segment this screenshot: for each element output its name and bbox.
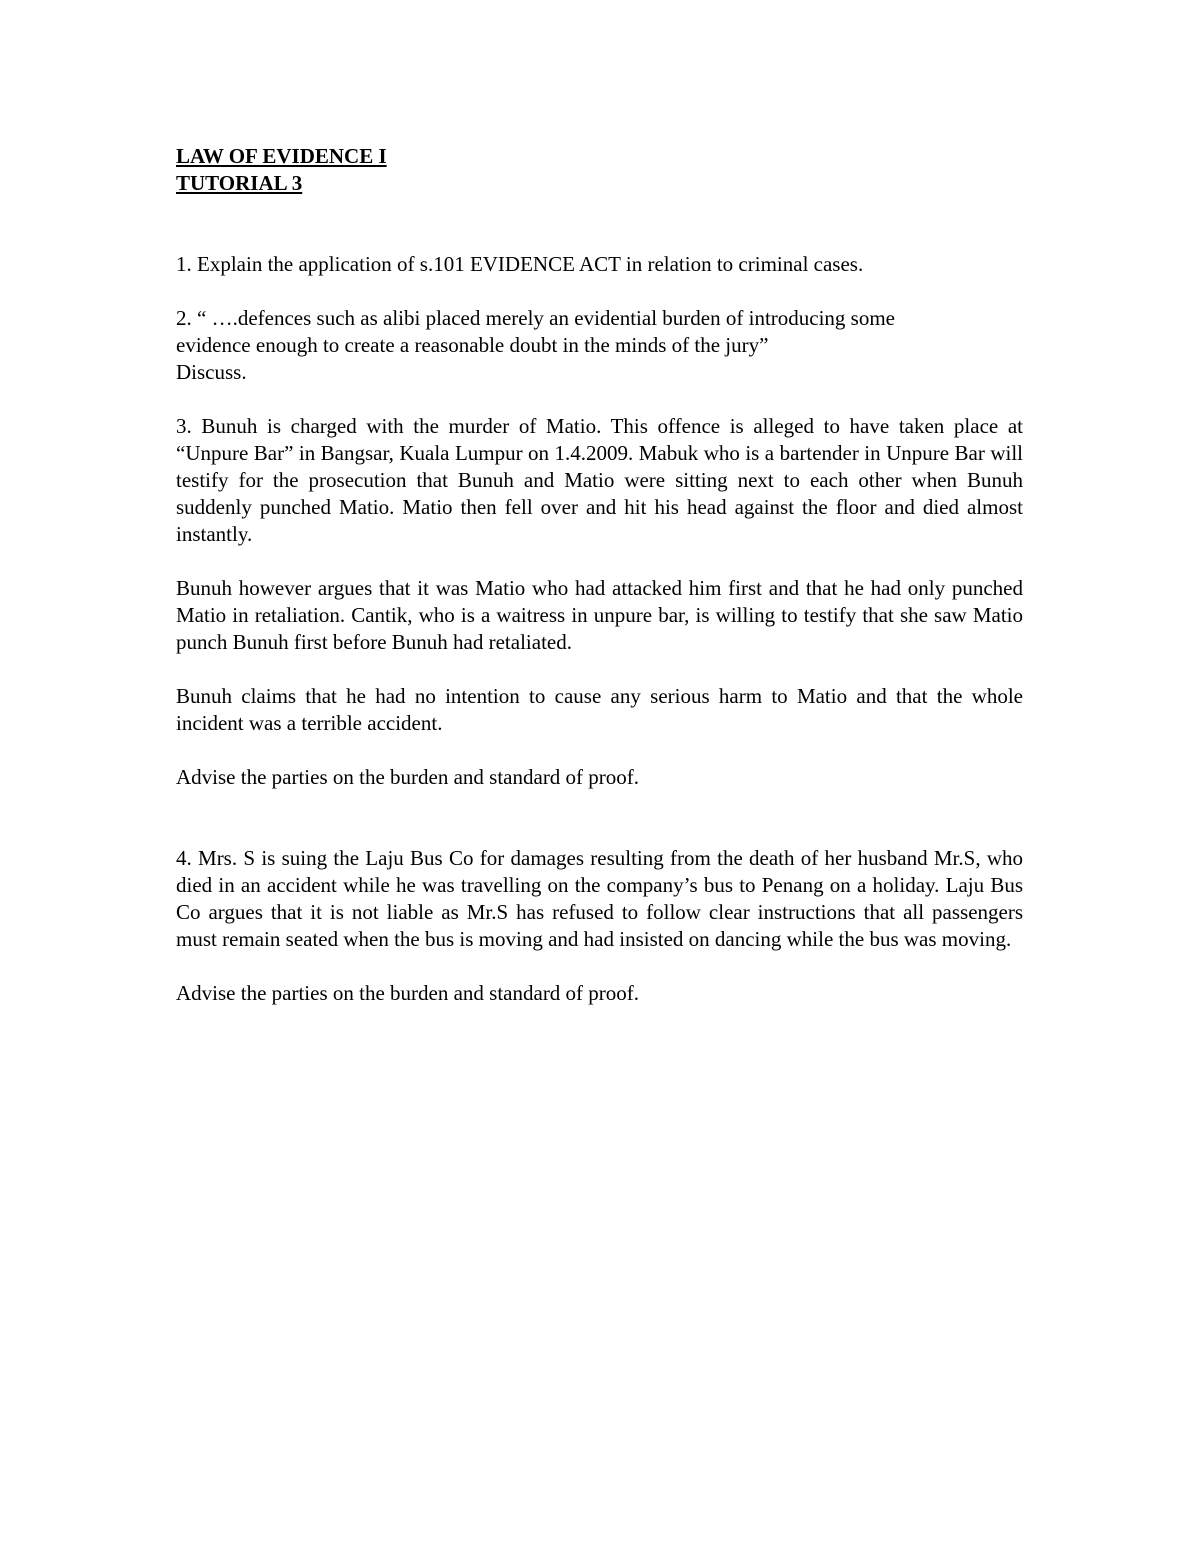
document-title: LAW OF EVIDENCE I xyxy=(176,144,387,168)
question-4-advise: Advise the parties on the burden and standard of proof. xyxy=(176,981,640,1005)
question-1: 1. Explain the application of s.101 EVIDENCE ACT in relation to criminal cases. xyxy=(176,252,864,276)
spacer xyxy=(176,737,1023,764)
question-4-paragraph-1: 4. Mrs. S is suing the Laju Bus Co for damages resulting from the death of her husband Mr.S, who died in an accident while he was travelling on the company’s bus to Penang on a holiday. Laju Bus Co argues that it is not liable as Mr.S has refused to follow clear instructions that all passengers must remain seated when the bus is moving and had insisted on dancing while the bus was moving. xyxy=(176,846,1023,951)
question-2-line-3: Discuss. xyxy=(176,360,247,384)
question-3-paragraph-2: Bunuh however argues that it was Matio who had attacked him first and that he had only punched Matio in retaliation. Cantik, who is a waitress in unpure bar, is willing to testify that she saw Matio punch Bunuh first before Bunuh had retaliated. xyxy=(176,576,1023,654)
question-2-line-1: 2. “ ….defences such as alibi placed merely an evidential burden of introducing some xyxy=(176,306,896,330)
spacer xyxy=(176,278,1023,305)
question-2-line-2: evidence enough to create a reasonable doubt in the minds of the jury” xyxy=(176,333,769,357)
spacer xyxy=(176,953,1023,980)
spacer xyxy=(176,656,1023,683)
document-body xyxy=(176,143,1023,1007)
question-3-paragraph-3: Bunuh claims that he had no intention to cause any serious harm to Matio and that the whole incident was a terrible accident. xyxy=(176,684,1023,735)
spacer xyxy=(176,791,1023,845)
spacer xyxy=(176,197,1023,251)
question-3-advise: Advise the parties on the burden and standard of proof. xyxy=(176,765,640,789)
spacer xyxy=(176,386,1023,413)
document-subtitle: TUTORIAL 3 xyxy=(176,171,303,195)
spacer xyxy=(176,548,1023,575)
question-3-paragraph-1: 3. Bunuh is charged with the murder of Matio. This offence is alleged to have taken place at “Unpure Bar” in Bangsar, Kuala Lumpur on 1.4.2009. Mabuk who is a bartender in Unpure Bar will testify for the prosecution that Bunuh and Matio were sitting next to each other when Bunuh suddenly punched Matio. Matio then fell over and hit his head against the floor and died almost instantly. xyxy=(176,414,1023,546)
